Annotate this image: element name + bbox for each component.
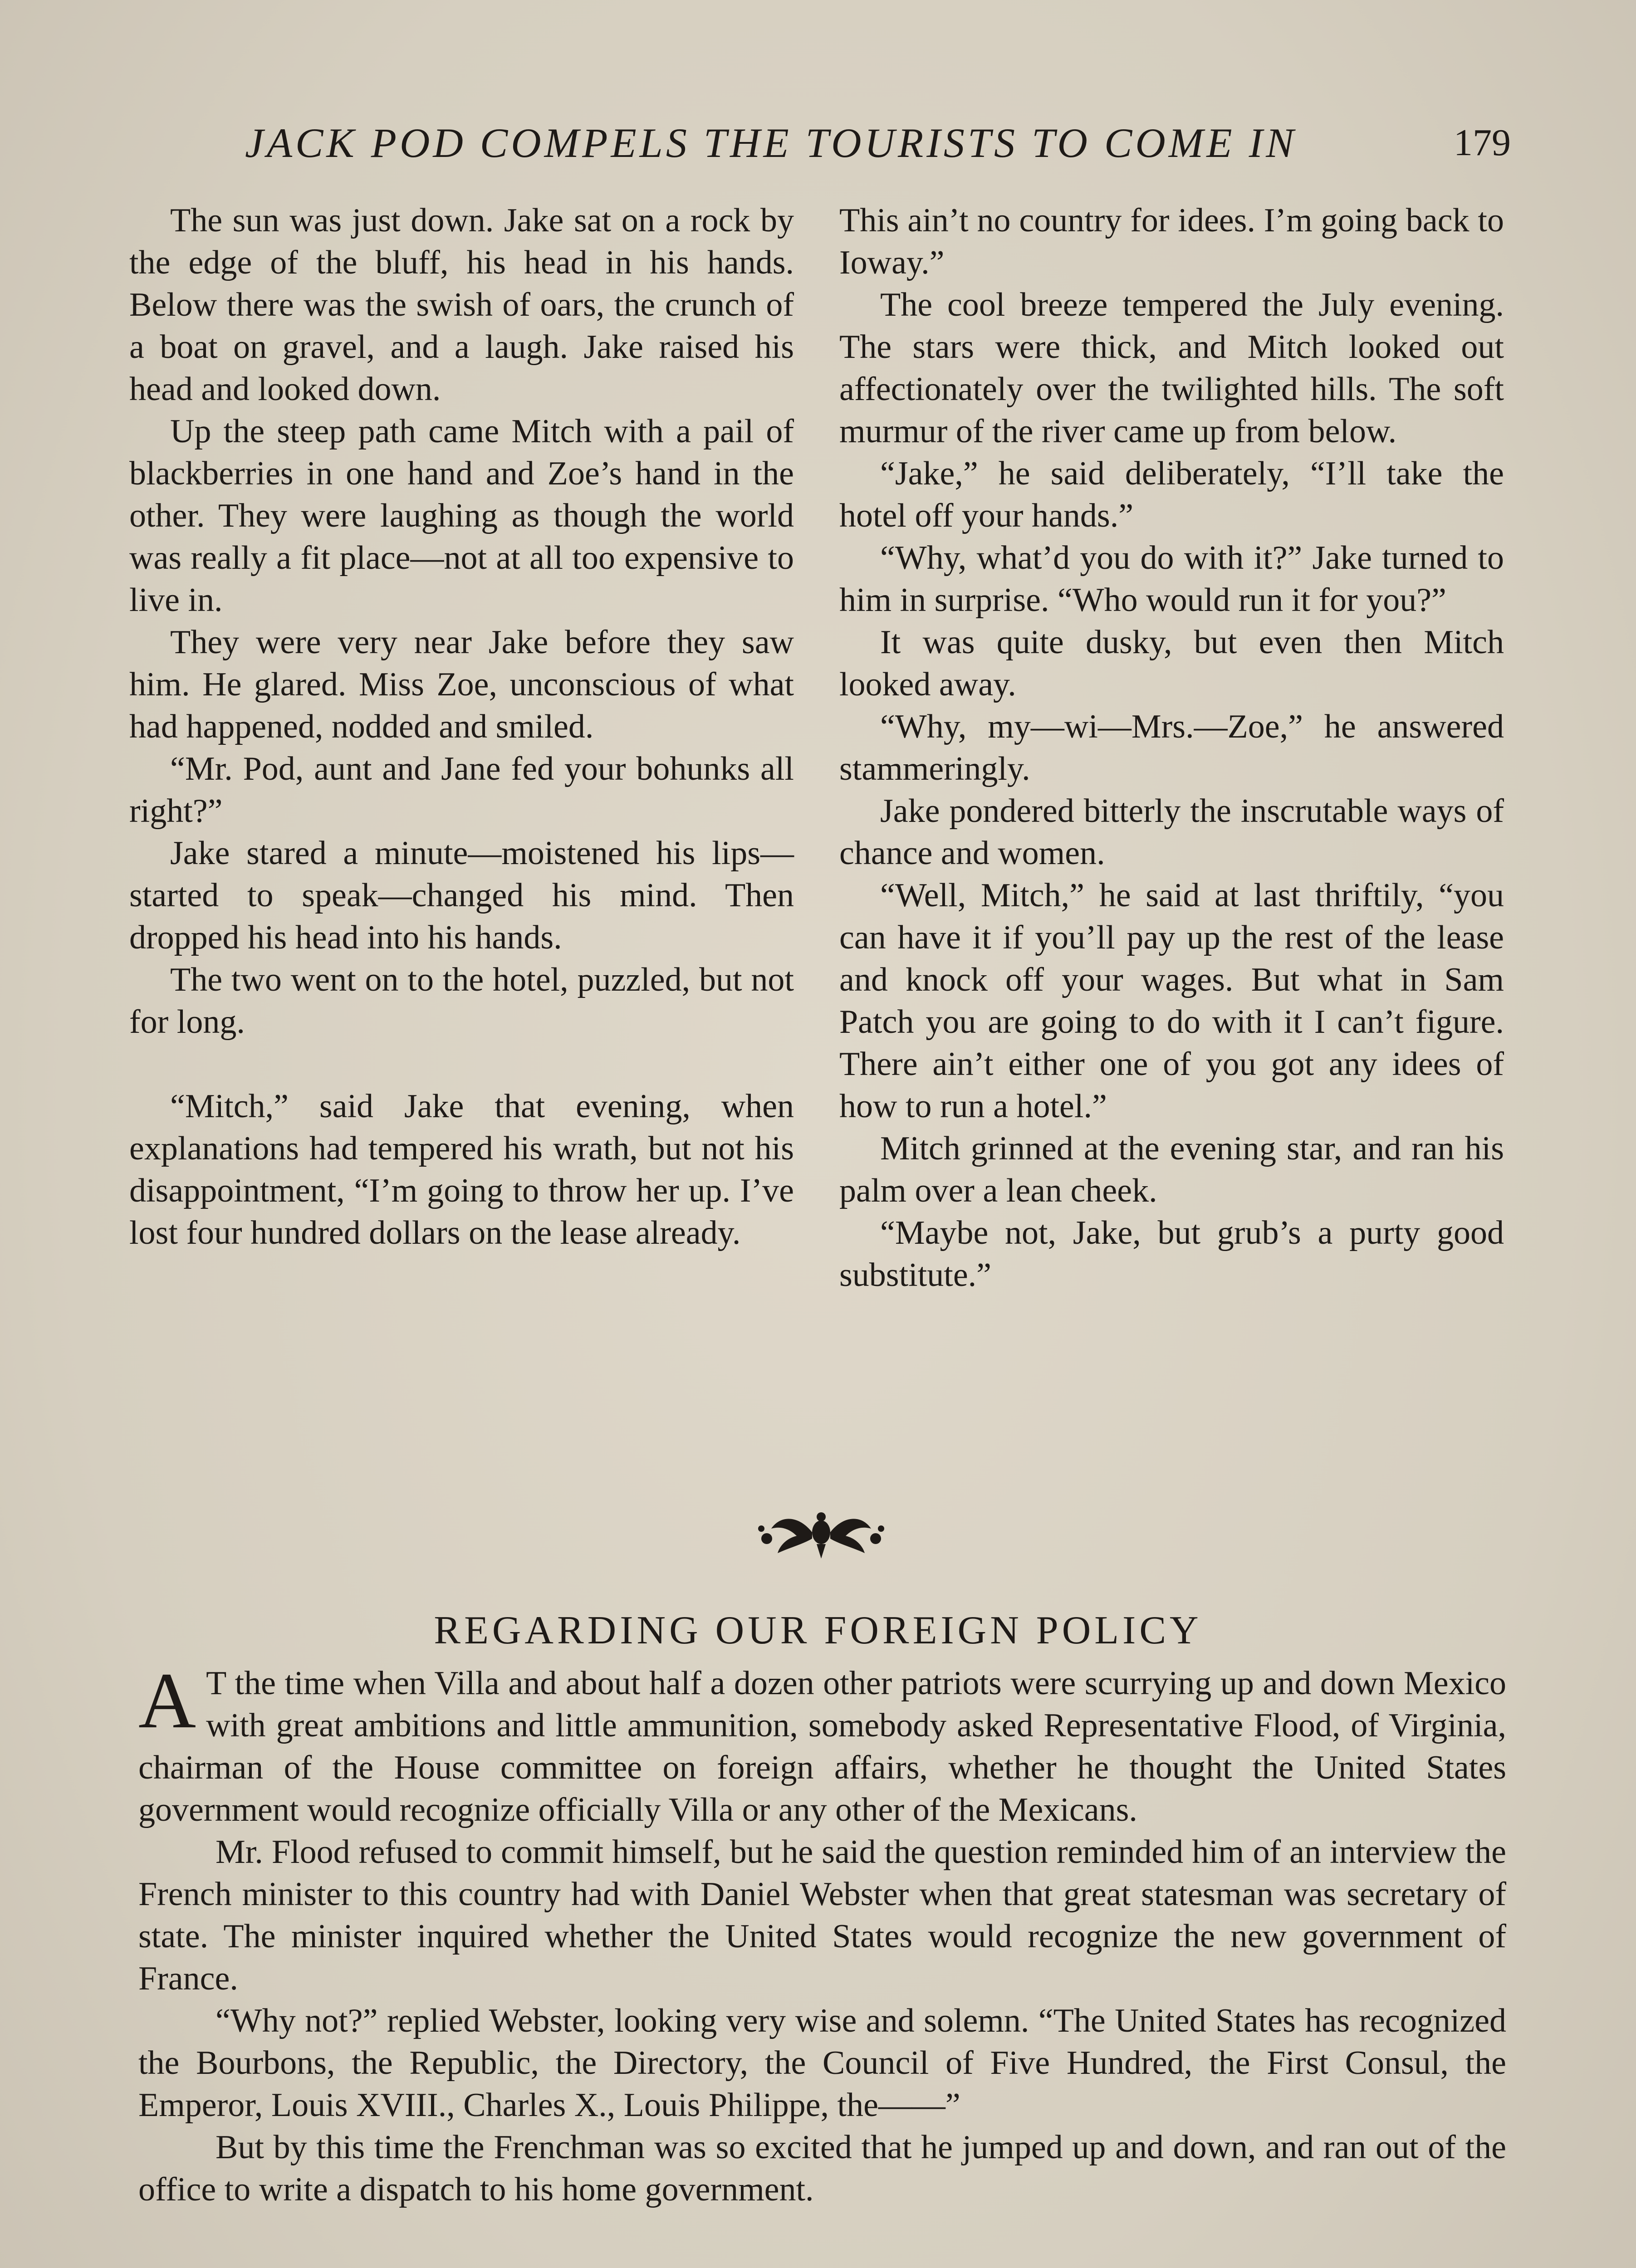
story-paragraph: Up the steep path came Mitch with a pail of blackberries in one hand and Zoe’s hand in the other. They were laughing as though the world was really a fit place—not at all too expensive to live in. — [129, 413, 794, 619]
story-paragraph: “Jake,” he said deliberately, “I’ll take the hotel off your hands.” — [839, 455, 1504, 534]
story-paragraph: “Well, Mitch,” he said at last thriftily, “you can have it if you’ll pay up the rest of the lease and knock off your wages. But what in Sam Patch you are going to do with it I can’t figure. There ain’t either one of you got any idees of how to run a hotel.” — [839, 877, 1504, 1125]
story-paragraph: The cool breeze tempered the July evening. The stars were thick, and Mitch looked out affectionately over the twilighted hills. The soft murmur of the river came up from below. — [839, 286, 1504, 450]
story-paragraph: They were very near Jake before they saw him. He glared. Miss Zoe, unconscious of what had happened, nodded and smiled. — [129, 624, 794, 745]
story-paragraph: “Mitch,” said Jake that evening, when explanations had tempered his wrath, but not his disappointment, “I’m going to throw her up. I’ve lost four hundred dollars on the lease already. — [129, 1088, 794, 1251]
story-paragraph: Mitch grinned at the evening star, and ran his palm over a lean cheek. — [839, 1130, 1504, 1209]
story-left-column — [129, 200, 794, 1254]
story-paragraph: The two went on to the hotel, puzzled, but not for long. — [129, 961, 794, 1041]
article-paragraph: Mr. Flood refused to commit himself, but he said the question reminded him of an interview the French minister to this country had with Daniel Webster when that great statesman was secretary of state. The minister inquired whether the United States would recognize the new government of France. — [138, 1833, 1506, 1997]
article-paragraph: “Why not?” replied Webster, looking very wise and solemn. “The United States has recognized the Bourbons, the Republic, the Directory, the Council of Five Hundred, the First Consul, the Emperor, Louis XVIII., Charles X., Louis Philippe, the——” — [138, 2002, 1506, 2124]
floral-vignette-icon — [753, 1497, 889, 1565]
article-title: REGARDING OUR FOREIGN POLICY — [434, 1608, 1202, 1652]
article-paragraph-text: T the time when Villa and about half a dozen other patriots were scurrying up and down Mexico with great ambitions and little ammunition, somebody asked Representative Flood, of Virginia, chairman of the House committee on foreign affairs, whether he thought the United States government would recognize officially Villa or any other of the Mexicans. — [138, 1665, 1506, 1828]
story-paragraph: “Why, what’d you do with it?” Jake turned to him in surprise. “Who would run it for you?” — [839, 539, 1504, 619]
story-paragraph: “Why, my—wi—Mrs.—Zoe,” he answered stammeringly. — [839, 708, 1504, 787]
story-paragraph: “Mr. Pod, aunt and Jane fed your bohunks all right?” — [129, 750, 794, 830]
story-paragraph: This ain’t no country for idees. I’m going back to Ioway.” — [839, 202, 1504, 281]
story-paragraph: Jake pondered bitterly the inscrutable ways of chance and women. — [839, 792, 1504, 872]
article-paragraph — [138, 1657, 1506, 1831]
story-paragraph: It was quite dusky, but even then Mitch looked away. — [839, 624, 1504, 703]
story-paragraph: “Maybe not, Jake, but grub’s a purty good substitute.” — [839, 1214, 1504, 1294]
article-body — [138, 1657, 1506, 2211]
drop-cap: A — [138, 1657, 196, 1745]
story-right-column — [839, 200, 1504, 1296]
page-number: 179 — [1454, 122, 1511, 164]
story-paragraph: The sun was just down. Jake sat on a rock by the edge of the bluff, his head in his hands. Below there was the swish of oars, the crunch of a boat on gravel, and a laugh. Jake raised his head and looked down. — [129, 202, 794, 408]
article-paragraph: But by this time the Frenchman was so excited that he jumped up and down, and ran out of the office to write a dispatch to his home government. — [138, 2129, 1506, 2208]
story-paragraph: Jake stared a minute—moistened his lips—started to speak—changed his mind. Then dropped his head into his hands. — [129, 835, 794, 956]
running-header — [245, 113, 1511, 172]
running-title: JACK POD COMPELS THE TOURISTS TO COME IN — [245, 120, 1297, 166]
